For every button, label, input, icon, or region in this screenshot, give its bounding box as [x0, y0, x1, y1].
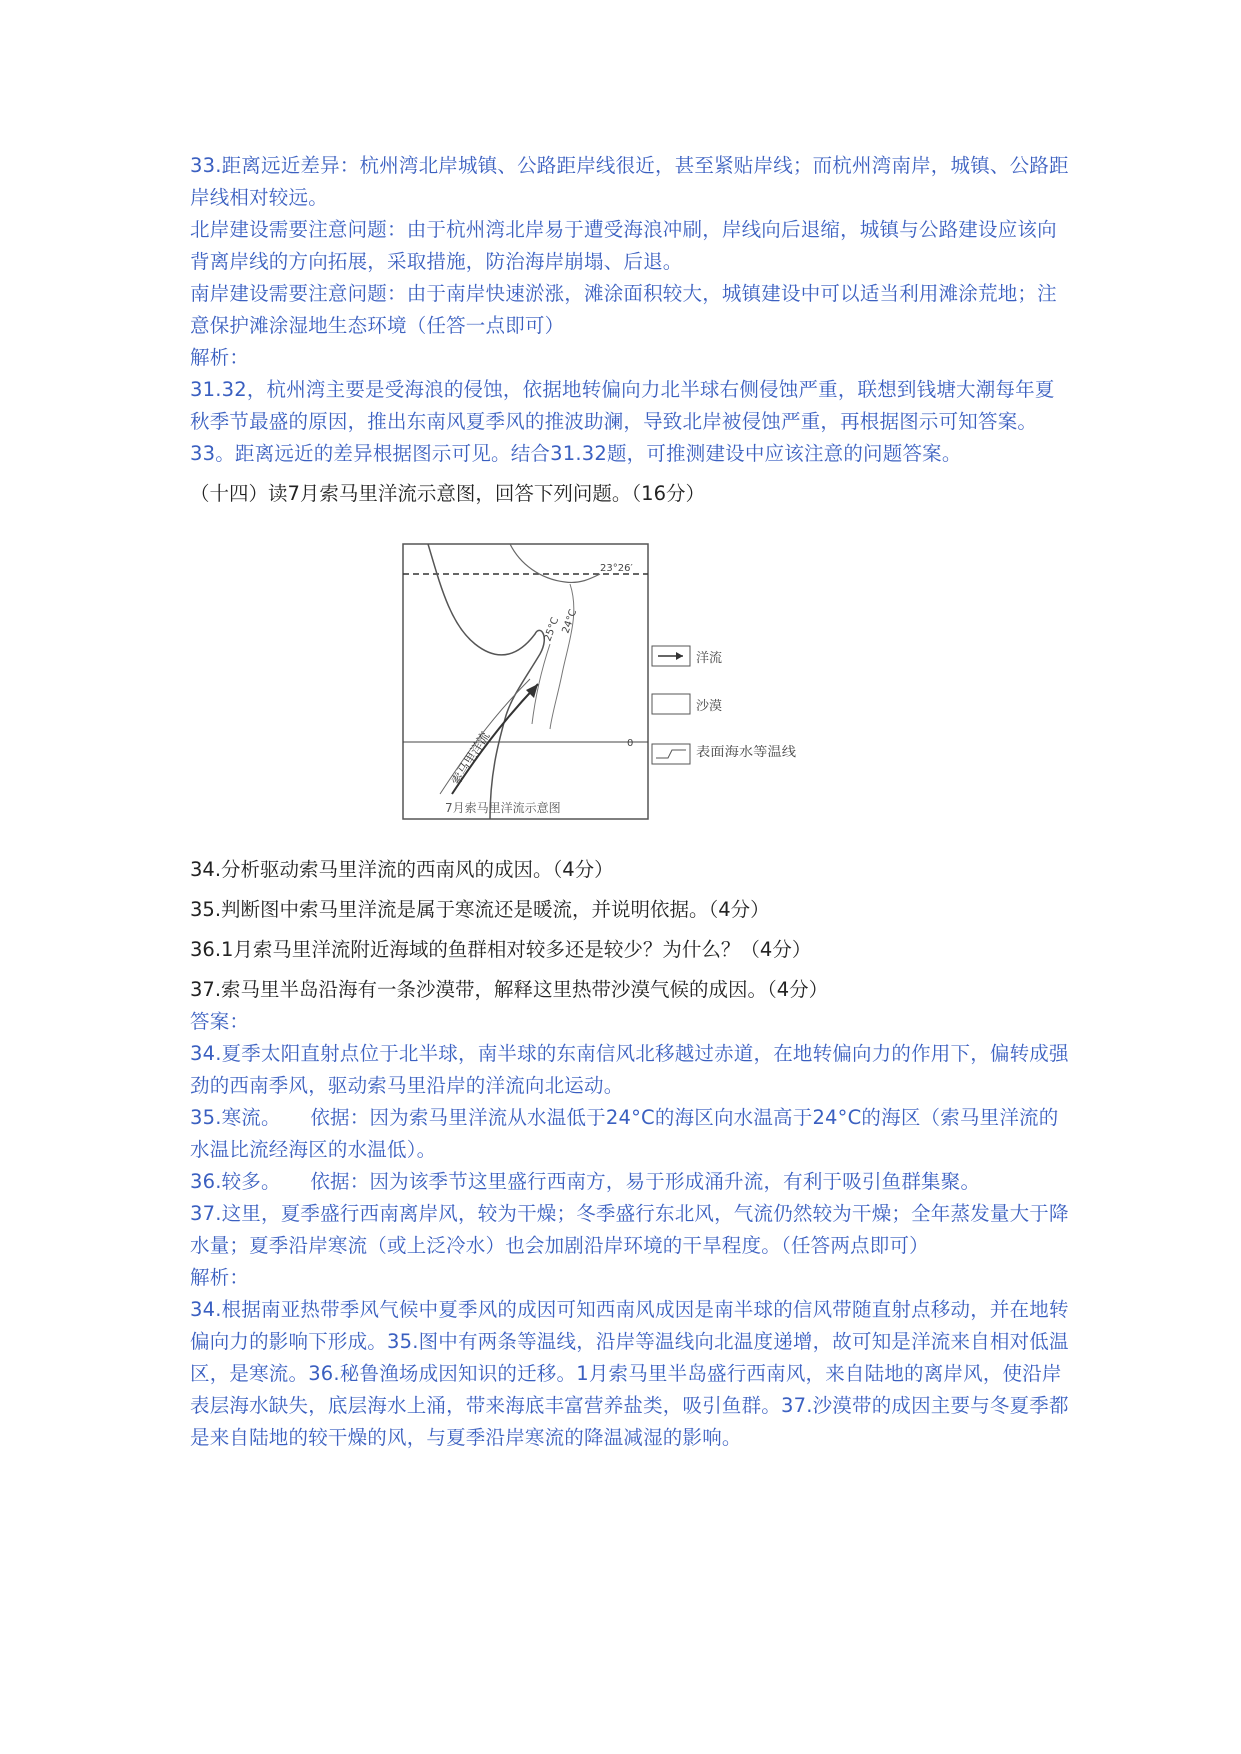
- current-label: 索马里洋流: [448, 729, 493, 788]
- isotherm-25: [532, 644, 550, 724]
- question-36: 36.1月索马里洋流附近海域的鱼群相对较多还是较少？为什么？（4分）: [190, 938, 812, 961]
- legend-desert-box: [652, 694, 690, 714]
- analysis-label-1: 解析：: [190, 346, 250, 369]
- gulf-coast: [510, 544, 600, 582]
- section-14-title: （十四）读7月索马里洋流示意图，回答下列问题。（16分）: [190, 482, 705, 505]
- tropic-label: 23°26′: [600, 563, 633, 574]
- figure-caption: 7月索马里洋流示意图: [445, 801, 561, 815]
- answer-35: 35.寒流。 依据：因为索马里洋流从水温低于24°C的海区向水温高于24°C的海区（索马里洋流的水温比流经海区的水温低）。: [190, 1106, 1059, 1161]
- legend-isotherm-box: [652, 744, 690, 764]
- isotherm-24-label: 24°C: [560, 608, 580, 636]
- answer-33-p2: 北岸建设需要注意问题：由于杭州湾北岸易于遭受海浪冲刷，岸线向后退缩，城镇与公路建设应该向背离岸线的方向拓展，采取措施，防治海岸崩塌、后退。: [190, 218, 1057, 273]
- map-frame: [403, 544, 648, 819]
- somali-current-map: [190, 524, 1070, 844]
- legend-desert-label: 沙漠: [696, 699, 723, 714]
- answer-33-p1: 33.距离远近差异：杭州湾北岸城镇、公路距岸线很近，甚至紧贴岸线；而杭州湾南岸，城镇、公路距岸线相对较远。: [190, 154, 1069, 209]
- legend-current-arrow: [676, 652, 683, 660]
- answer-36: 36.较多。 依据：因为该季节这里盛行西南方，易于形成涌升流，有利于吸引鱼群集聚。: [190, 1170, 981, 1193]
- answer-37: 37.这里，夏季盛行西南离岸风，较为干燥；冬季盛行东北风，气流仍然较为干燥；全年蒸发量大于降水量；夏季沿岸寒流（或上泛冷水）也会加剧沿岸环境的干旱程度。（任答两点即可）: [190, 1202, 1069, 1257]
- document-page: [190, 150, 1070, 1454]
- analysis-label-2: 解析：: [190, 1266, 250, 1289]
- analysis-text-2: 34.根据南亚热带季风气候中夏季风的成因可知西南风成因是南半球的信风带随直射点移动，并在地转偏向力的影响下形成。35.图中有两条等温线，沿岸等温线向北温度递增，故可知是洋流来自相对低温区，是寒流。36.秘鲁渔场成因知识的迁移。1月索马里半岛盛行西南风，来自陆地的离岸风，使沿岸表层海水缺失，底层海水上涌，带来海底丰富营养盐类，吸引鱼群。37.沙漠带的成因主要与冬夏季都是来自陆地的较干燥的风，与夏季沿岸寒流的降温减湿的影响。: [190, 1298, 1069, 1449]
- equator-label: 0: [627, 738, 634, 749]
- question-34: 34.分析驱动索马里洋流的西南风的成因。（4分）: [190, 858, 614, 881]
- answers-label: 答案：: [190, 1010, 250, 1033]
- question-37: 37.索马里半岛沿海有一条沙漠带，解释这里热带沙漠气候的成因。（4分）: [190, 978, 829, 1001]
- legend-current-label: 洋流: [696, 651, 723, 666]
- question-35: 35.判断图中索马里洋流是属于寒流还是暖流，并说明依据。（4分）: [190, 898, 770, 921]
- isotherm-25-label: 25°C: [542, 616, 562, 644]
- isotherm-24: [550, 584, 574, 729]
- answer-33-p3: 南岸建设需要注意问题：由于南岸快速淤涨，滩涂面积较大，城镇建设中可以适当利用滩涂荒地；注意保护滩涂湿地生态环境（任答一点即可）: [190, 282, 1057, 337]
- analysis-text-1: 31.32，杭州湾主要是受海浪的侵蚀，依据地转偏向力北半球右侧侵蚀严重，联想到钱塘大潮每年夏秋季节最盛的原因，推出东南风夏季风的推波助澜，导致北岸被侵蚀严重，再根据图示可知答案。33。距离远近的差异根据图示可见。结合31.32题，可推测建设中应该注意的问题答案。: [190, 378, 1055, 465]
- somali-current-figure: [190, 524, 1070, 844]
- answer-34: 34.夏季太阳直射点位于北半球，南半球的东南信风北移越过赤道，在地转偏向力的作用下，偏转成强劲的西南季风，驱动索马里沿岸的洋流向北运动。: [190, 1042, 1069, 1097]
- legend-isotherm-label: 表面海水等温线: [696, 745, 788, 760]
